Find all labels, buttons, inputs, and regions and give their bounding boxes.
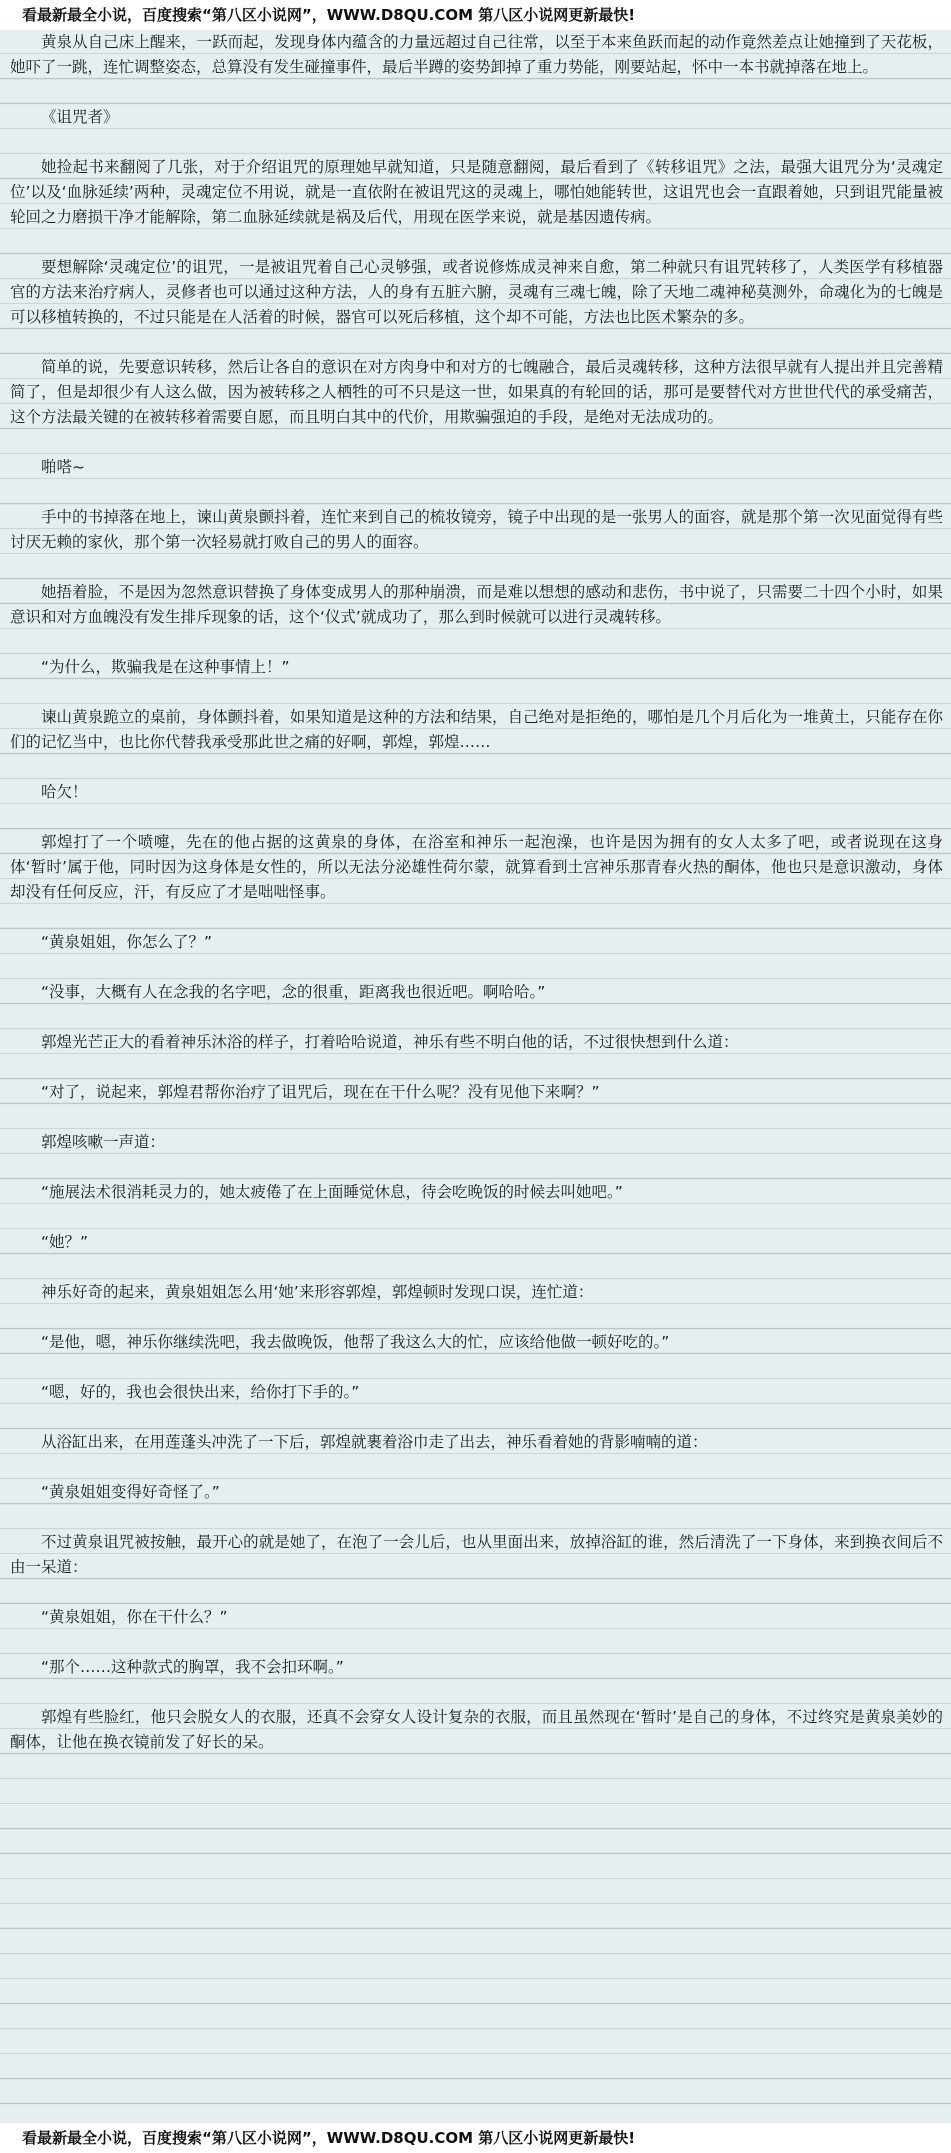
header-banner: 看最新最全小说，百度搜索“第八区小说网”，WWW.D8QU.COM 第八区小说网更新最快! bbox=[0, 0, 951, 30]
paragraph: “没事，大概有人在念我的名字吧，念的很重，距离我也很近吧。啊哈哈。” bbox=[41, 983, 546, 1001]
footer-banner: 看最新最全小说，百度搜索“第八区小说网”，WWW.D8QU.COM 第八区小说网更新最快! bbox=[0, 2123, 951, 2153]
paragraph: “施展法术很消耗灵力的，她太疲倦了在上面睡觉休息，待会吃晚饭的时候去叫她吧。” bbox=[41, 1183, 623, 1201]
paragraph: “黄泉姐姐变得好奇怪了。” bbox=[41, 1483, 220, 1501]
paragraph: “是他，嗯，神乐你继续洗吧，我去做晚饭，他帮了我这么大的忙，应该给他做一顿好吃的。” bbox=[41, 1333, 670, 1351]
paragraph: “她？” bbox=[41, 1233, 89, 1251]
paragraph: 谏山黄泉跪立的桌前，身体颤抖着，如果知道是这种的方法和结果，自己绝对是拒绝的，哪怕是几个月后化为一堆黄土，只能存在你们的记忆当中，也比你代替我承受那此世之痛的好啊，郭煌，郭煌…… bbox=[10, 708, 943, 751]
paragraph: “黄泉姐姐，你在干什么？” bbox=[41, 1608, 228, 1626]
paragraph: “对了，说起来，郭煌君帮你治疗了诅咒后，现在在干什么呢？没有见他下来啊？” bbox=[41, 1083, 600, 1101]
paragraph: 手中的书掉落在地上，谏山黄泉颤抖着，连忙来到自己的梳妆镜旁，镜子中出现的是一张男人的面容，就是那个第一次见面觉得有些讨厌无赖的家伙，那个第一次轻易就打败自己的男人的面容。 bbox=[10, 508, 943, 551]
paragraph: “黄泉姐姐，你怎么了？” bbox=[41, 933, 213, 951]
paragraph: 从浴缸出来，在用莲蓬头冲洗了一下后，郭煌就裹着浴巾走了出去，神乐看着她的背影喃喃的道： bbox=[41, 1433, 708, 1451]
paragraph: 郭煌光芒正大的看着神乐沐浴的样子，打着哈哈说道，神乐有些不明白他的话，不过很快想到什么道： bbox=[41, 1033, 739, 1051]
paragraph: 要想解除‘灵魂定位’的诅咒，一是被诅咒着自己心灵够强，或者说修炼成灵神来自愈，第二种就只有诅咒转移了，人类医学有移植器官的方法来治疗病人，灵修者也可以通过这种方法，人的身有五脏六腑，灵魂有三魂七魄，除了天地二魂神秘莫测外，命魂化为的七魄是可以移植转换的，不过只能是在人活着的时候，器官可以死后移植，这个却不可能，方法也比医术繁杂的多。 bbox=[10, 258, 943, 326]
paragraph: 她捡起书来翻阅了几张，对于介绍诅咒的原理她早就知道，只是随意翻阅，最后看到了《转移诅咒》之法，最强大诅咒分为‘灵魂定位’以及‘血脉延续’两种，灵魂定位不用说，就是一直依附在被诅咒这的灵魂上，哪怕她能转世，这诅咒也会一直跟着她，只到诅咒能量被轮回之力磨损干净才能解除，第二血脉延续就是祸及后代，用现在医学来说，就是基因遗传病。 bbox=[10, 158, 943, 226]
paragraph: 简单的说，先要意识转移，然后让各自的意识在对方肉身中和对方的七魄融合，最后灵魂转移，这种方法很早就有人提出并且完善精简了，但是却很少有人这么做，因为被转移之人栖牲的可不只是这一世，如果真的有轮回的话，那可是要替代对方世世代代的承受痛苦，这个方法最关键的在被转移着需要自愿，而且明白其中的代价，用欺骗强迫的手段，是绝对无法成功的。 bbox=[10, 358, 943, 426]
paragraph: 郭煌咳嗽一声道： bbox=[41, 1133, 166, 1151]
chapter-text bbox=[0, 30, 951, 2123]
paragraph: 神乐好奇的起来，黄泉姐姐怎么用‘她’来形容郭煌，郭煌顿时发现口误，连忙道： bbox=[41, 1283, 594, 1301]
paragraph: 黄泉从自己床上醒来，一跃而起，发现身体内蕴含的力量远超过自己往常，以至于本来鱼跃而起的动作竟然差点让她撞到了天花板，她吓了一跳，连忙调整姿态，总算没有发生碰撞事件，最后半蹲的姿势卸掉了重力势能，刚要站起，怀中一本书就掉落在地上。 bbox=[10, 33, 943, 76]
paragraph: 不过黄泉诅咒被按触，最开心的就是她了，在泡了一会儿后，也从里面出来，放掉浴缸的谁，然后清洗了一下身体，来到换衣间后不由一呆道： bbox=[10, 1533, 943, 1576]
paragraph: “为什么，欺骗我是在这种事情上！” bbox=[41, 658, 290, 676]
paragraph: “那个……这种款式的胸罩，我不会扣环啊。” bbox=[41, 1658, 344, 1676]
paragraph: 她捂着脸，不是因为忽然意识替换了身体变成男人的那种崩溃，而是难以想想的感动和悲伤，书中说了，只需要二十四个小时，如果意识和对方血魄没有发生排斥现象的话，这个‘仪式’就成功了，那么到时候就可以进行灵魂转移。 bbox=[10, 583, 943, 626]
paragraph: 郭煌打了一个喷嚏，先在的他占据的这黄泉的身体，在浴室和神乐一起泡澡，也许是因为拥有的女人太多了吧，或者说现在这身体‘暂时’属于他，同时因为这身体是女性的，所以无法分泌雄性荷尔蒙，就算看到土宫神乐那青春火热的酮体，他也只是意识激动，身体却没有任何反应，汗，有反应了才是咄咄怪事。 bbox=[10, 833, 943, 901]
paragraph: “嗯，好的，我也会很快出来，给你打下手的。” bbox=[41, 1383, 360, 1401]
paragraph: 郭煌有些脸红，他只会脱女人的衣服，还真不会穿女人设计复杂的衣服，而且虽然现在‘暂时’是自己的身体，不过终究是黄泉美妙的酮体，让他在换衣镜前发了好长的呆。 bbox=[10, 1708, 943, 1751]
paragraph: 《诅咒者》 bbox=[41, 108, 119, 126]
paragraph: 啪嗒~ bbox=[41, 458, 85, 476]
paragraph: 哈欠！ bbox=[41, 783, 88, 801]
